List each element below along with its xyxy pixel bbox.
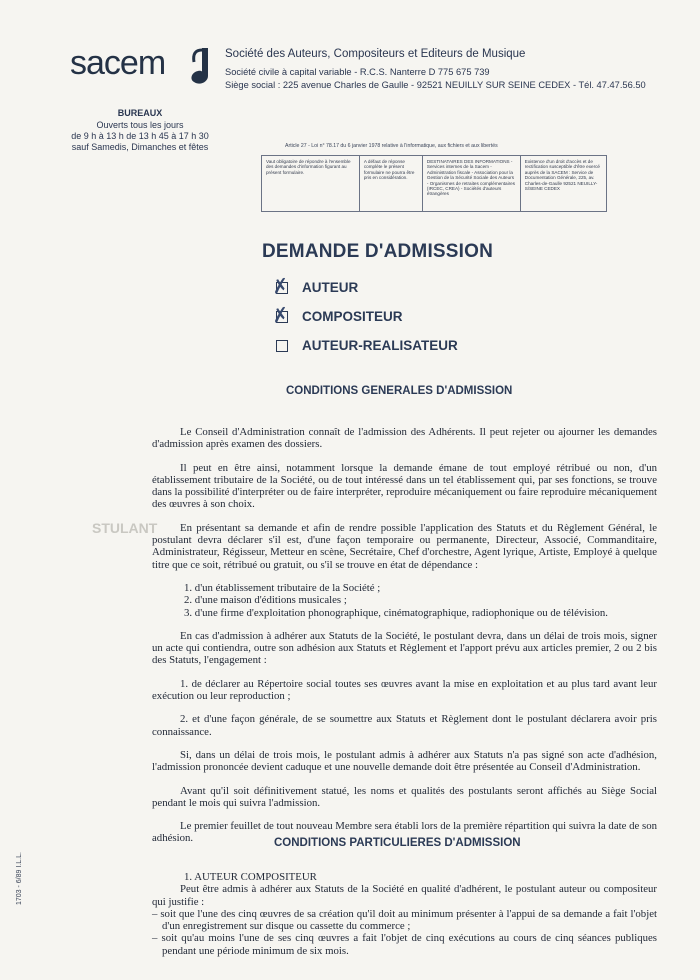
org-address: Siège social : 225 avenue Charles de Gaulle - 92521 NEUILLY SUR SEINE CEDEX - Tél. 47.47.56.50: [225, 79, 646, 90]
auteur-checkbox[interactable]: [270, 272, 291, 299]
particular-conditions-text: [152, 871, 657, 957]
choice-label: AUTEUR-REALISATEUR: [302, 338, 458, 353]
paragraph: Il peut en être ainsi, notamment lorsque la demande émane de tout employé rétribué ou non, d'un établissement tributaire de la Société, ou de tout intéressé dans un tel établissement qui, par ses fonctions, se trouve dans la possibilité d'interpréter ou de faire interpréter, reproduire mécaniquement ou faire reproduire mécaniquement des œuvres à son choix.: [152, 461, 657, 511]
choice-auteur-realisateur[interactable]: [276, 338, 458, 353]
info-cell: Vaut obligatoire de répondre à l'ensemble des demandes d'information figurant au présent formulaire.: [262, 156, 360, 211]
dependency-list: [184, 582, 657, 619]
paragraph: Le premier feuillet de tout nouveau Membre sera établi lors de la première répartition qui suivra la date de son adhésion.: [152, 820, 657, 845]
office-hours-title: BUREAUX: [117, 108, 163, 118]
choice-label: COMPOSITEUR: [302, 309, 403, 324]
list-item: 2. d'une maison d'éditions musicales ;: [184, 594, 347, 607]
org-name: Société des Auteurs, Compositeurs et Editeurs de Musique: [225, 48, 526, 60]
info-cell: Existence d'un droit d'accès et de rectification susceptible d'être exercé auprès de la SACEM : Service de Documentation Générale, 225, av. Charles-de-Gaulle 92521 NEUILLY-S/SEINE CEDEX: [524, 159, 600, 192]
org-legal: Société civile à capital variable - R.C.S. Nanterre D 775 675 739: [225, 67, 490, 77]
list-item: 3. d'une firme d'exploitation phonographique, cinématographique, radiophonique ou de télévision.: [184, 606, 608, 619]
office-hours-line: de 9 h à 13 h de 13 h 45 à 17 h 30: [71, 131, 209, 141]
subsection-heading: 1. AUTEUR COMPOSITEUR: [184, 871, 317, 883]
office-hours-line: sauf Samedis, Dimanches et fêtes: [71, 142, 209, 152]
paragraph: Si, dans un délai de trois mois, le postulant admis à adhérer aux Statuts n'a pas signé son acte d'adhésion, l'admission prononcée devient caduque et une nouvelle demande doit être présentée au Conseil d'Administration.: [152, 748, 657, 774]
paragraph: 1. de déclarer au Répertoire social toutes ses œuvres avant la mise en exploitation et au plus tard avant leur exécution ou leur reproduction ;: [152, 677, 657, 703]
show-through-text: STULANT: [92, 520, 158, 536]
paragraph: Le Conseil d'Administration connaît de l'admission des Adhérents. Il peut rejeter ou ajourner les demandes d'admission après examen des dossiers.: [152, 426, 657, 451]
choice-label: AUTEUR: [302, 280, 359, 295]
page-title: DEMANDE D'ADMISSION: [262, 241, 494, 262]
music-note-icon: [174, 46, 210, 86]
choice-compositeur[interactable]: [270, 301, 403, 328]
info-cell: A défaut de réponse complète le présent formulaire ne pourra être pris en considération.: [360, 156, 423, 211]
office-hours: [55, 108, 225, 153]
check-mark-icon: ✗: [270, 272, 291, 299]
logo-text: sacem: [70, 44, 166, 82]
info-cell: DESTINATAIRES DES INFORMATIONS - Services internes de la Sacem - Administration fiscale - Association pour la Gestion de la Sécurité Sociale des Auteurs - Organismes de retraites complémentaires (IRCEC, CREA) - Sociétés d'auteurs étrangères: [423, 156, 521, 211]
check-mark-icon: ✗: [270, 301, 291, 328]
paragraph: Peut être admis à adhérer aux Statuts de la Société en qualité d'adhérent, le postulant auteur ou compositeur qui justifie :: [152, 883, 657, 908]
section-title-general: CONDITIONS GENERALES D'ADMISSION: [286, 385, 513, 397]
paragraph: En cas d'admission à adhérer aux Statuts de la Société, le postulant devra, dans un délai de trois mois, signer un acte qui contiendra, outre son adhésion aux Statuts et Règlement et l'apport prévu aux articles premier, 2 ou 2 bis des Statuts, l'engagement :: [152, 629, 657, 667]
list-item: – soit qu'au moins l'une de ses cinq œuvres a fait l'objet de cinq exécutions au cours de cinq séances publiques pendant une période minimum de six mois.: [152, 932, 657, 957]
organisation-info: [225, 48, 646, 91]
paragraph: 2. et d'une façon générale, de se soumettre aux Statuts et Règlement dont le postulant déclarera avoir pris connaissance.: [152, 713, 657, 738]
office-hours-line: Ouverts tous les jours: [96, 120, 184, 130]
choice-auteur[interactable]: [270, 272, 359, 299]
list-item: 1. d'un établissement tributaire de la Société ;: [184, 581, 381, 594]
compositeur-checkbox[interactable]: [270, 301, 291, 328]
general-conditions-text: [152, 426, 657, 856]
auteur-realisateur-checkbox[interactable]: [276, 340, 288, 352]
section-title-particular: CONDITIONS PARTICULIERES D'ADMISSION: [274, 837, 521, 849]
list-item: – soit que l'une des cinq œuvres de sa création qu'il doit au minimum présenter à l'appui de sa demande a fait l'objet d'un enregistrement sur disque ou cassette du commerce ;: [152, 907, 657, 933]
law-article-note: Article 27 - Loi n° 78.17 du 6 janvier 1978 relative à l'informatique, aux fichiers et aux libertés: [285, 143, 498, 149]
sacem-logo: [70, 44, 165, 83]
paragraph: Avant qu'il soit définitivement statué, les noms et qualités des postulants seront affichés au Siège Social pendant le mois qui suivra l'admission.: [152, 784, 657, 809]
privacy-info-box: [261, 155, 607, 212]
print-reference: 1703 - 6/89 I.L.L.: [16, 852, 23, 905]
paragraph: En présentant sa demande et afin de rendre possible l'application des Statuts et du Règlement Général, le postulant devra déclarer s'il est, d'une façon temporaire ou permanente, Directeur, Associé, Commanditaire, Administrateur, Régisseur, Metteur en scène, Secrétaire, Chef d'orchestre, Agent lyrique, Artiste, Employé à quelque titre que ce soit, rétribué ou gratuit, ou s'il se trouve en état de dépendance :: [152, 521, 657, 571]
